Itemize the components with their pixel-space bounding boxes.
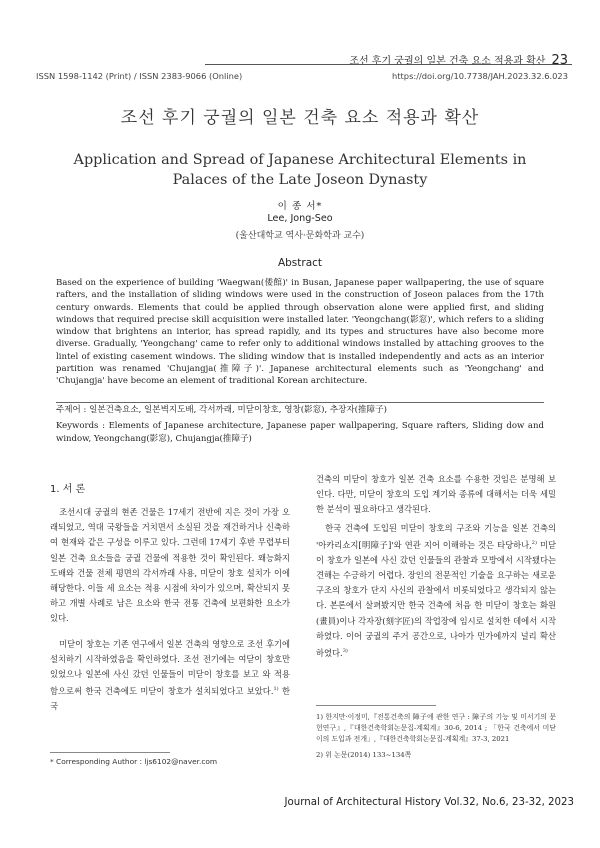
corresponding-author: * Corresponding Author : ljs6102@naver.com	[50, 757, 218, 766]
footnote-divider	[316, 705, 436, 706]
footnotes	[316, 712, 556, 766]
abstract-heading: Abstract	[277, 257, 323, 269]
keywords-english: Keywords : Elements of Japanese architecture, Japanese paper wallpapering, Square rafters, Sliding dow and window, Yeongchang(影窓), Chujangja(推障子)	[56, 421, 544, 444]
page-number: 23	[551, 53, 568, 68]
footnote-ref[interactable]: 3)	[342, 648, 348, 654]
section-heading: 1. 서 론	[50, 484, 86, 495]
author-english: Lee, Jong-Seo	[267, 213, 333, 224]
left-column	[50, 480, 290, 714]
abstract-body: Based on the experience of building 'Waegwan(倭館)' in Busan, Japanese paper wallpapering, the use of square rafters, and the installation of sliding windows were used in the construction of Joseon palaces from the 17th century onwards. Elements that could be applied through observation alone were applied first, and sliding windows that required precise skill acquisition were installed later. 'Yeongchang(影窓)', which refers to a sliding window that brightens an interior, has spread rapidly, and its types and structures have also become more diverse. Gradually, 'Yeongchang' came to refer only to additional windows installed by attaching grooves to the lintel of existing casement windows. The sliding window that is installed independently and acts as an interior partition was renamed 'Chujangja(推障子)'. Japanese architectural elements such as 'Yeongchang' and 'Chujangja' have become an element of traditional Korean architecture.	[56, 278, 544, 387]
body-paragraph	[50, 637, 290, 715]
footnote-divider	[50, 752, 170, 753]
issn: ISSN 1598-1142 (Print) / ISSN 2383-9066 (Online)	[36, 71, 243, 81]
body-text: 미닫이 창호가 일본에 사신 갔던 인물들의 관찰과 모방에서 시작됐다는 견해는 수긍하기 어렵다. 장인의 전문적인 기술을 요구하는 새로운 구조의 창호가 단지 사신의 관찰에서 비롯되었다고 생각되지 않는다. 본론에서 살펴봤지만 한국 건축에 처음 한 미닫이 창호는 화원(畫員)이나 각자장(刻字匠)의 작업장에 임시로 설치한 데에서 시작하였다. 이어 궁궐의 주거 공간으로, 나아가 민가에까지 널리 확산하였다.	[316, 539, 556, 658]
keywords-korean: 주제어 : 일본건축요소, 일본벽지도배, 각서까래, 미닫이창호, 영창(影窓), 추장자(推障子)	[56, 405, 387, 415]
body-paragraph	[316, 521, 556, 661]
body-text: 한국 건축에 도입된 미닫이 창호의 구조와 기능을 일본 건축의 '아카리쇼지[明障子]'와 연관 지어 이해하는 것은 타당하나,	[316, 522, 556, 550]
right-column	[316, 472, 556, 661]
author-korean: 이 종 서*	[277, 201, 323, 212]
running-head-title: 조선 후기 궁궐의 일본 건축 요소 적용과 확산	[349, 56, 546, 67]
body-paragraph: 조선시대 궁궐의 현존 건물은 17세기 전반에 지은 것이 가장 오래되었고, 역대 국왕들을 거치면서 소실된 것을 재건하거나 신축하여 현재와 같은 구성을 이루고 있다. 그런데 17세기 후반 무렵부터 일본 건축 요소들을 궁궐 건물에 적용한 것이 확인된다. 왜능화지 도배와 건물 전체 평면의 각서까래 사용, 미닫이 창호 설치가 이에 해당한다. 이들 세 요소는 적용 시점에 차이가 있으며, 확산되지 못하고 개별 사례로 남은 요소와 한국 전통 건축에 보편화한 요소가 있다.	[50, 507, 290, 624]
body-text: 미닫이 창호는 기존 연구에서 일본 건축의 영향으로 조선 후기에 설치하기 시작하였음을 확인하였다. 조선 전기에는 여닫이 창호만 있었으나 일본에 사신 갔던 인물들이 미닫이 창호를 보고 와 적용함으로써 한국 건축에도 미닫이 창호가 설치되었다고 보았다.	[50, 638, 290, 696]
body-paragraph: 건축의 미닫이 창호가 일본 건축 요소를 수용한 것임은 분명해 보인다. 다만, 미닫이 창호의 도입 계기와 종류에 대해서는 더욱 세밀한 분석이 필요하다고 생각된다.	[316, 474, 556, 515]
footnote: 2) 위 논문(2014) 133~134쪽	[316, 751, 412, 759]
title-english: Application and Spread of Japanese Architectural Elements in Palaces of the Late Joseon Dynasty	[73, 152, 527, 188]
affiliation: (울산대학교 역사·문화학과 교수)	[235, 231, 365, 241]
footnote-ref[interactable]: 2)	[531, 539, 537, 546]
abstract-divider	[56, 402, 544, 403]
title-korean: 조선 후기 궁궐의 일본 건축 요소 적용과 확산	[120, 108, 480, 128]
header-rule	[205, 64, 572, 65]
doi-link[interactable]: https://doi.org/10.7738/JAH.2023.32.6.023	[392, 71, 568, 81]
footnote-ref[interactable]: 1)	[273, 686, 279, 693]
running-head	[349, 52, 568, 68]
footnote: 1) 한지만·이정미,『전통건축의 障子에 관한 연구 : 障子의 기능 및 미서기의 문헌연구』,『대한건축학회논문집-계획계』30-6, 2014 ; 「한국 건축에서 미닫이의 도입과 전개」,『대한건축학회논문집-계획계』37-3, 2021	[316, 713, 556, 743]
body-text: 한국	[50, 686, 291, 712]
journal-footer: Journal of Architectural History Vol.32, No.6, 23-32, 2023	[284, 797, 574, 808]
